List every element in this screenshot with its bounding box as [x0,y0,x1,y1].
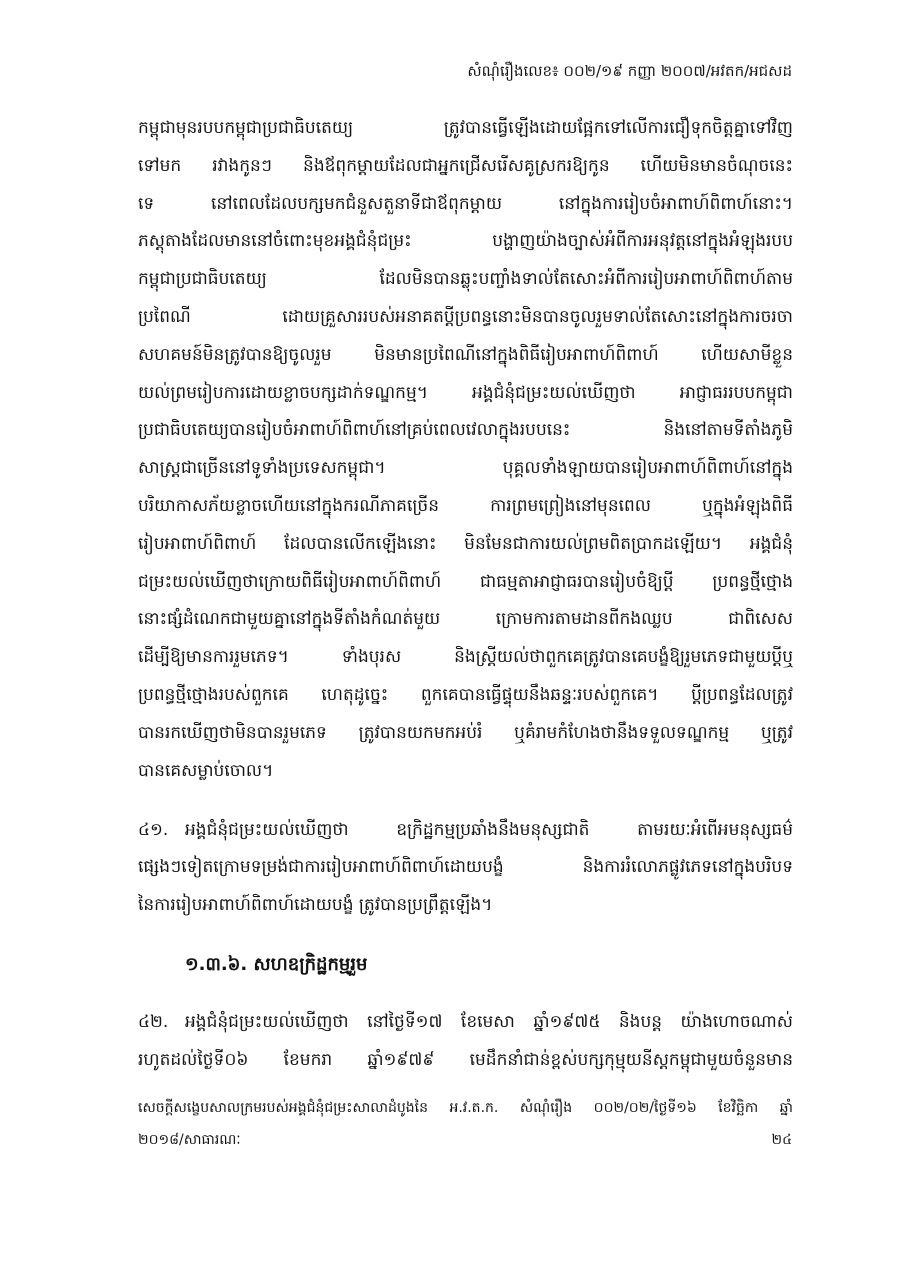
body-line: កម្ពុជាមុនរបបកម្ពុជាប្រជាធិបតេយ្យ ត្រូវបានធ្វើឡើងដោយផ្អែកទៅលើការជឿទុកចិត្តគ្នាទៅវិញ [138,118,793,138]
page-number: ២៤ [771,1132,792,1148]
body-line: បានគេសម្លាប់ចោល។ [138,761,274,781]
body-line: ដើម្បីឱ្យមានការរួមភេទ។ ទាំងបុរស និងស្ត្រីយល់ថាពួកគេត្រូវបានគេបង្ខំឱ្យរួមភេទជាមួយប្តីឬ [138,647,793,667]
body-line: ប្រជាធិបតេយ្យបានរៀបចំអាពាហ៍ពិពាហ៍នៅគ្រប់ពេលវេលាក្នុងរបបនេះ និងនៅតាមទីតាំងភូមិ [138,420,793,440]
section-heading: ១.៣.៦. សហឧក្រិដ្ឋកម្មរួម [185,954,368,975]
body-line: អង្គជំនុំជម្រះយល់ឃើញថា នៅថ្ងៃទី១៧ ខែមេសា ឆ្នាំ១៩៧៥ និងបន្ត យ៉ាងហោចណាស់ [185,1012,793,1032]
body-line: អង្គជំនុំជម្រះយល់ឃើញថា ឧក្រិដ្ឋកម្មប្រឆាំងនឹងមនុស្សជាតិ តាមរយៈអំពើអមនុស្សធម៌ [185,820,793,840]
body-line: ជម្រះយល់ឃើញថាក្រោយពិធីរៀបអាពាហ៍ពិពាហ៍ ជាធម្មតាអាជ្ញាធរបានរៀបចំឱ្យប្តី ប្រពន្ធថ្មីថ្មោង [138,572,793,592]
body-line: ទៅមក រវាងកូនៗ និងឪពុកម្តាយដែលជាអ្នកជ្រើសរើសគូស្រករឱ្យកូន ហើយមិនមានចំណុចនេះ [138,156,793,176]
body-line: រៀបអាពាហ៍ពិពាហ៍ ដែលបានលើកឡើងនោះ មិនមែនជាការយល់ព្រមពិតប្រាកដឡើយ។ អង្គជំនុំ [138,534,793,554]
body-line: ប្រពៃណី ដោយគ្រួសាររបស់អនាគតប្តីប្រពន្ធនោះមិនបានចូលរួមទាល់តែសោះនៅក្នុងការចរចា [138,307,793,327]
body-line: សាស្ត្រជាច្រើននៅទូទាំងប្រទេសកម្ពុជា។ បុគ្គលទាំងឡាយបានរៀបអាពាហ៍ពិពាហ៍នៅក្នុង [138,458,793,478]
body-line: នោះផ្សំដំណេកជាមួយគ្នានៅក្នុងទីតាំងកំណត់មួយ ក្រោមការតាមដានពីកងឈ្លប ជាពិសេស [138,609,793,629]
body-line: សហគមន៍មិនត្រូវបានឱ្យចូលរួម មិនមានប្រពៃណីនៅក្នុងពិធីរៀបអាពាហ៍ពិពាហ៍ ហើយសាមីខ្លួន [138,345,793,365]
body-line: ទេ នៅពេលដែលបក្សមកជំនួសតួនាទីជាឪពុកម្តាយ នៅក្នុងការរៀបចំអាពាហ៍ពិពាហ៍នោះ។ [138,194,793,214]
body-line: ផ្សេងៗទៀតក្រោមទម្រង់ជាការរៀបអាពាហ៍ពិពាហ៍ដោយបង្ខំ និងការរំលោភផ្លូវភេទនៅក្នុងបរិបទ [138,857,793,877]
footer-citation: សេចក្តីសង្ខេបសាលក្រមរបស់អង្គជំនុំជម្រះសាលាដំបូងនៃ អ.វ.ត.ក. សំណុំរឿង ០០២/០២/ថ្ងៃទី១៦ ខែវិច្ឆិកា ឆ្នាំ [138,1100,793,1116]
body-line: រហូតដល់ថ្ងៃទី០៦ ខែមករា ឆ្នាំ១៩៧៩ មេដឹកនាំជាន់ខ្ពស់បក្សកុម្មុយនីស្តកម្ពុជាមួយចំនួនមាន [138,1050,793,1070]
body-line: បានរកឃើញថាមិនបានរួមភេទ ត្រូវបានយកមកអប់រំ ឬគំរាមកំហែងថានឹងទទួលទណ្ឌកម្ម ឬត្រូវ [138,723,793,743]
paragraph-number: ៤២. [138,1012,169,1032]
body-line: យល់ព្រមរៀបការដោយខ្លាចបក្សដាក់ទណ្ឌកម្ម។ អង្គជំនុំជម្រះយល់ឃើញថា អាជ្ញាធររបបកម្ពុជា [138,383,793,403]
footer-citation: ២០១៨/សាធារណៈ [138,1132,241,1148]
body-line: នៃការរៀបអាពាហ៍ពិពាហ៍ដោយបង្ខំ ត្រូវបានប្រព្រឹត្តឡើង។ [138,895,493,915]
body-line: កម្ពុជាប្រជាធិបតេយ្យ ដែលមិនបានឆ្លុះបញ្ចាំងទាល់តែសោះអំពីការរៀបអាពាហ៍ពិពាហ៍តាម [138,269,793,289]
paragraph-number: ៤១. [138,820,169,840]
header-case-reference: សំណុំរឿងលេខ៖ ០០២/១៩ កញ្ញា ២០០៧/អវតក/អជសដ [467,62,792,80]
body-line: បរិយាកាសភ័យខ្លាចហើយនៅក្នុងករណីភាគច្រើន ការព្រមព្រៀងនៅមុនពេល ឬក្នុងអំឡុងពិធី [138,496,793,516]
body-line: ប្រពន្ធថ្មីថ្មោងរបស់ពួកគេ ហេតុដូច្នេះ ពួកគេបានធ្វើផ្ទុយនឹងឆន្ទៈរបស់ពួកគេ។ ប្តីប្រពន្ធដែលត្រូវ [138,685,793,705]
body-line: ភស្តុតាងដែលមាននៅចំពោះមុខអង្គជំនុំជម្រះ បង្ហាញយ៉ាងច្បាស់អំពីការអនុវត្តនៅក្នុងអំឡុងរបប [138,231,793,251]
